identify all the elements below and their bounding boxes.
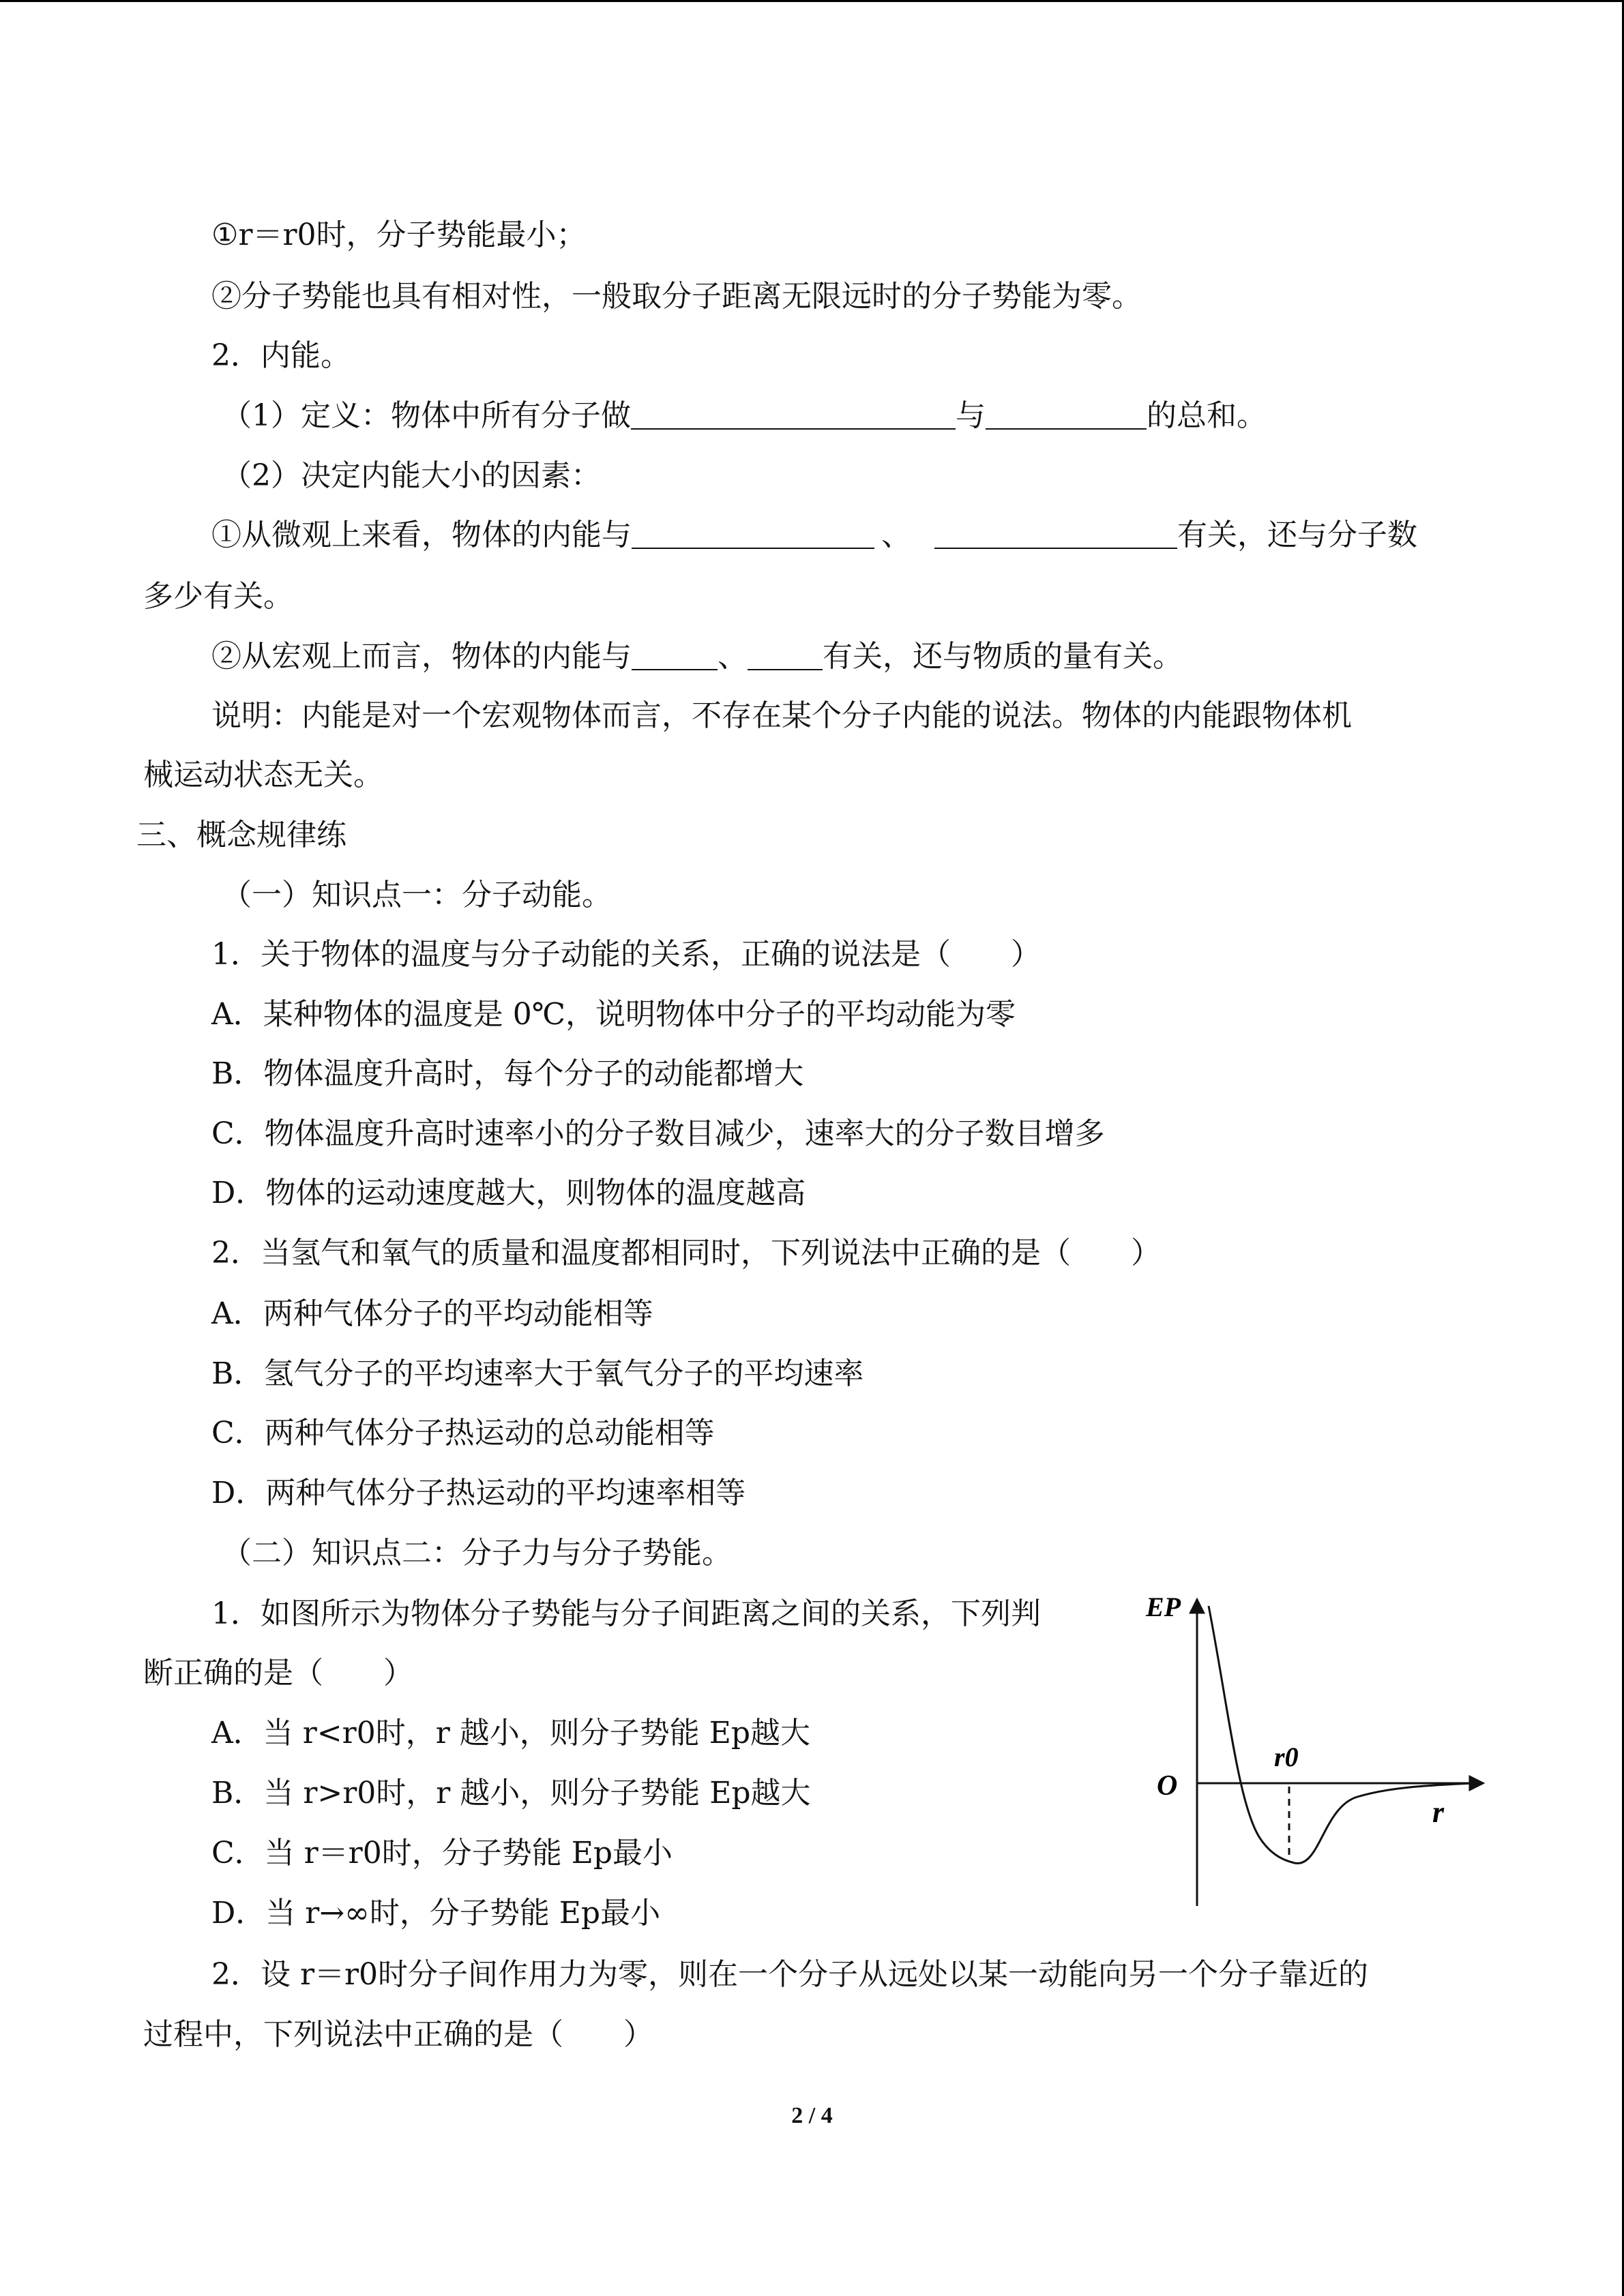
option-1-2-a: A．两种气体分子的平均动能相等 <box>211 1296 653 1331</box>
option-2-1-d: D．当 r→∞时，分子势能 Ep最小 <box>211 1896 661 1930</box>
option-1-1-c: C．物体温度升高时速率小的分子数目减少，速率大的分子数目增多 <box>211 1116 1105 1151</box>
question-2-1-cont: 断正确的是（ ） <box>143 1656 413 1690</box>
option-1-1-b: B．物体温度升高时，每个分子的动能都增大 <box>211 1056 804 1091</box>
question-2-1: 1．如图所示为物体分子势能与分子间距离之间的关系，下列判 <box>211 1596 1041 1631</box>
answer-blank-2[interactable] <box>986 398 1147 430</box>
option-1-1-a: A．某种物体的温度是 0℃，说明物体中分子的平均动能为零 <box>211 997 1016 1032</box>
option-1-2-c: C．两种气体分子热运动的总动能相等 <box>211 1416 715 1450</box>
question-1-1: 1．关于物体的温度与分子动能的关系，正确的说法是（ ） <box>211 937 1041 972</box>
option-2-1-a: A．当 r<r0时，r 越小，则分子势能 Ep越大 <box>211 1716 810 1750</box>
option-1-1-d: D．物体的运动速度越大，则物体的温度越高 <box>211 1176 806 1210</box>
macro-prefix: ②从宏观上而言，物体的内能与 <box>211 639 632 674</box>
answer-blank-4[interactable] <box>934 518 1177 549</box>
question-1-2: 2．当氢气和氧气的质量和温度都相同时，下列说法中正确的是（ ） <box>211 1236 1161 1270</box>
option-2-1-c: C．当 r＝r0时，分子势能 Ep最小 <box>211 1836 673 1870</box>
subsection-heading-2: （二）知识点二：分子力与分子势能。 <box>222 1536 732 1570</box>
option-1-2-d: D．两种气体分子热运动的平均速率相等 <box>211 1476 746 1510</box>
r0-label: r0 <box>1274 1742 1299 1772</box>
page-frame-top <box>0 0 1624 2</box>
option-2-1-b: B．当 r>r0时，r 越小，则分子势能 Ep越大 <box>211 1776 811 1810</box>
y-axis-label: EP <box>1146 1592 1181 1622</box>
text-line-3: 2．内能。 <box>211 338 351 373</box>
x-axis-label: r <box>1432 1795 1445 1829</box>
potential-energy-graph <box>1132 1582 1501 1916</box>
definition-and: 与 <box>956 398 986 433</box>
text-line-2: ②分子势能也具有相对性，一般取分子距离无限远时的分子势能为零。 <box>211 279 1142 314</box>
definition-suffix: 的总和。 <box>1147 398 1267 433</box>
macro-suffix: 有关，还与物质的量有关。 <box>823 639 1183 674</box>
answer-blank-6[interactable] <box>748 639 823 670</box>
text-line-9: 说明：内能是对一个宏观物体而言，不存在某个分子内能的说法。物体的内能跟物体机 <box>211 698 1352 733</box>
subsection-heading-1: （一）知识点一：分子动能。 <box>222 878 612 912</box>
macro-factor-line <box>211 636 1569 677</box>
section-heading: 三、概念规律练 <box>136 818 346 852</box>
macro-separator: 、 <box>718 639 748 674</box>
question-2-2: 2．设 r＝r0时分子间作用力为零，则在一个分子从远处以某一动能向另一个分子靠近的 <box>211 1957 1369 1992</box>
micro-suffix: 有关，还与分子数 <box>1177 518 1417 552</box>
answer-blank-3[interactable] <box>632 518 874 549</box>
option-1-2-b: B．氢气分子的平均速率大于氧气分子的平均速率 <box>211 1356 864 1391</box>
answer-blank-5[interactable] <box>632 639 718 670</box>
text-line-10: 械运动状态无关。 <box>143 758 383 792</box>
text-line-1: ①r＝r0时，分子势能最小； <box>211 218 587 252</box>
definition-prefix: （1）定义：物体中所有分子做 <box>222 398 631 433</box>
text-line-5: （2）决定内能大小的因素： <box>222 458 601 493</box>
question-2-2-cont: 过程中，下列说法中正确的是（ ） <box>143 2017 653 2052</box>
answer-blank-1[interactable] <box>631 398 956 430</box>
text-line-7: 多少有关。 <box>143 579 293 614</box>
origin-label: O <box>1157 1770 1178 1802</box>
page-number: 2 / 4 <box>791 2103 833 2128</box>
micro-factor-line <box>211 515 1569 556</box>
definition-line <box>222 396 1579 436</box>
micro-separator: 、 <box>881 518 911 552</box>
micro-prefix: ①从微观上来看，物体的内能与 <box>211 518 632 552</box>
